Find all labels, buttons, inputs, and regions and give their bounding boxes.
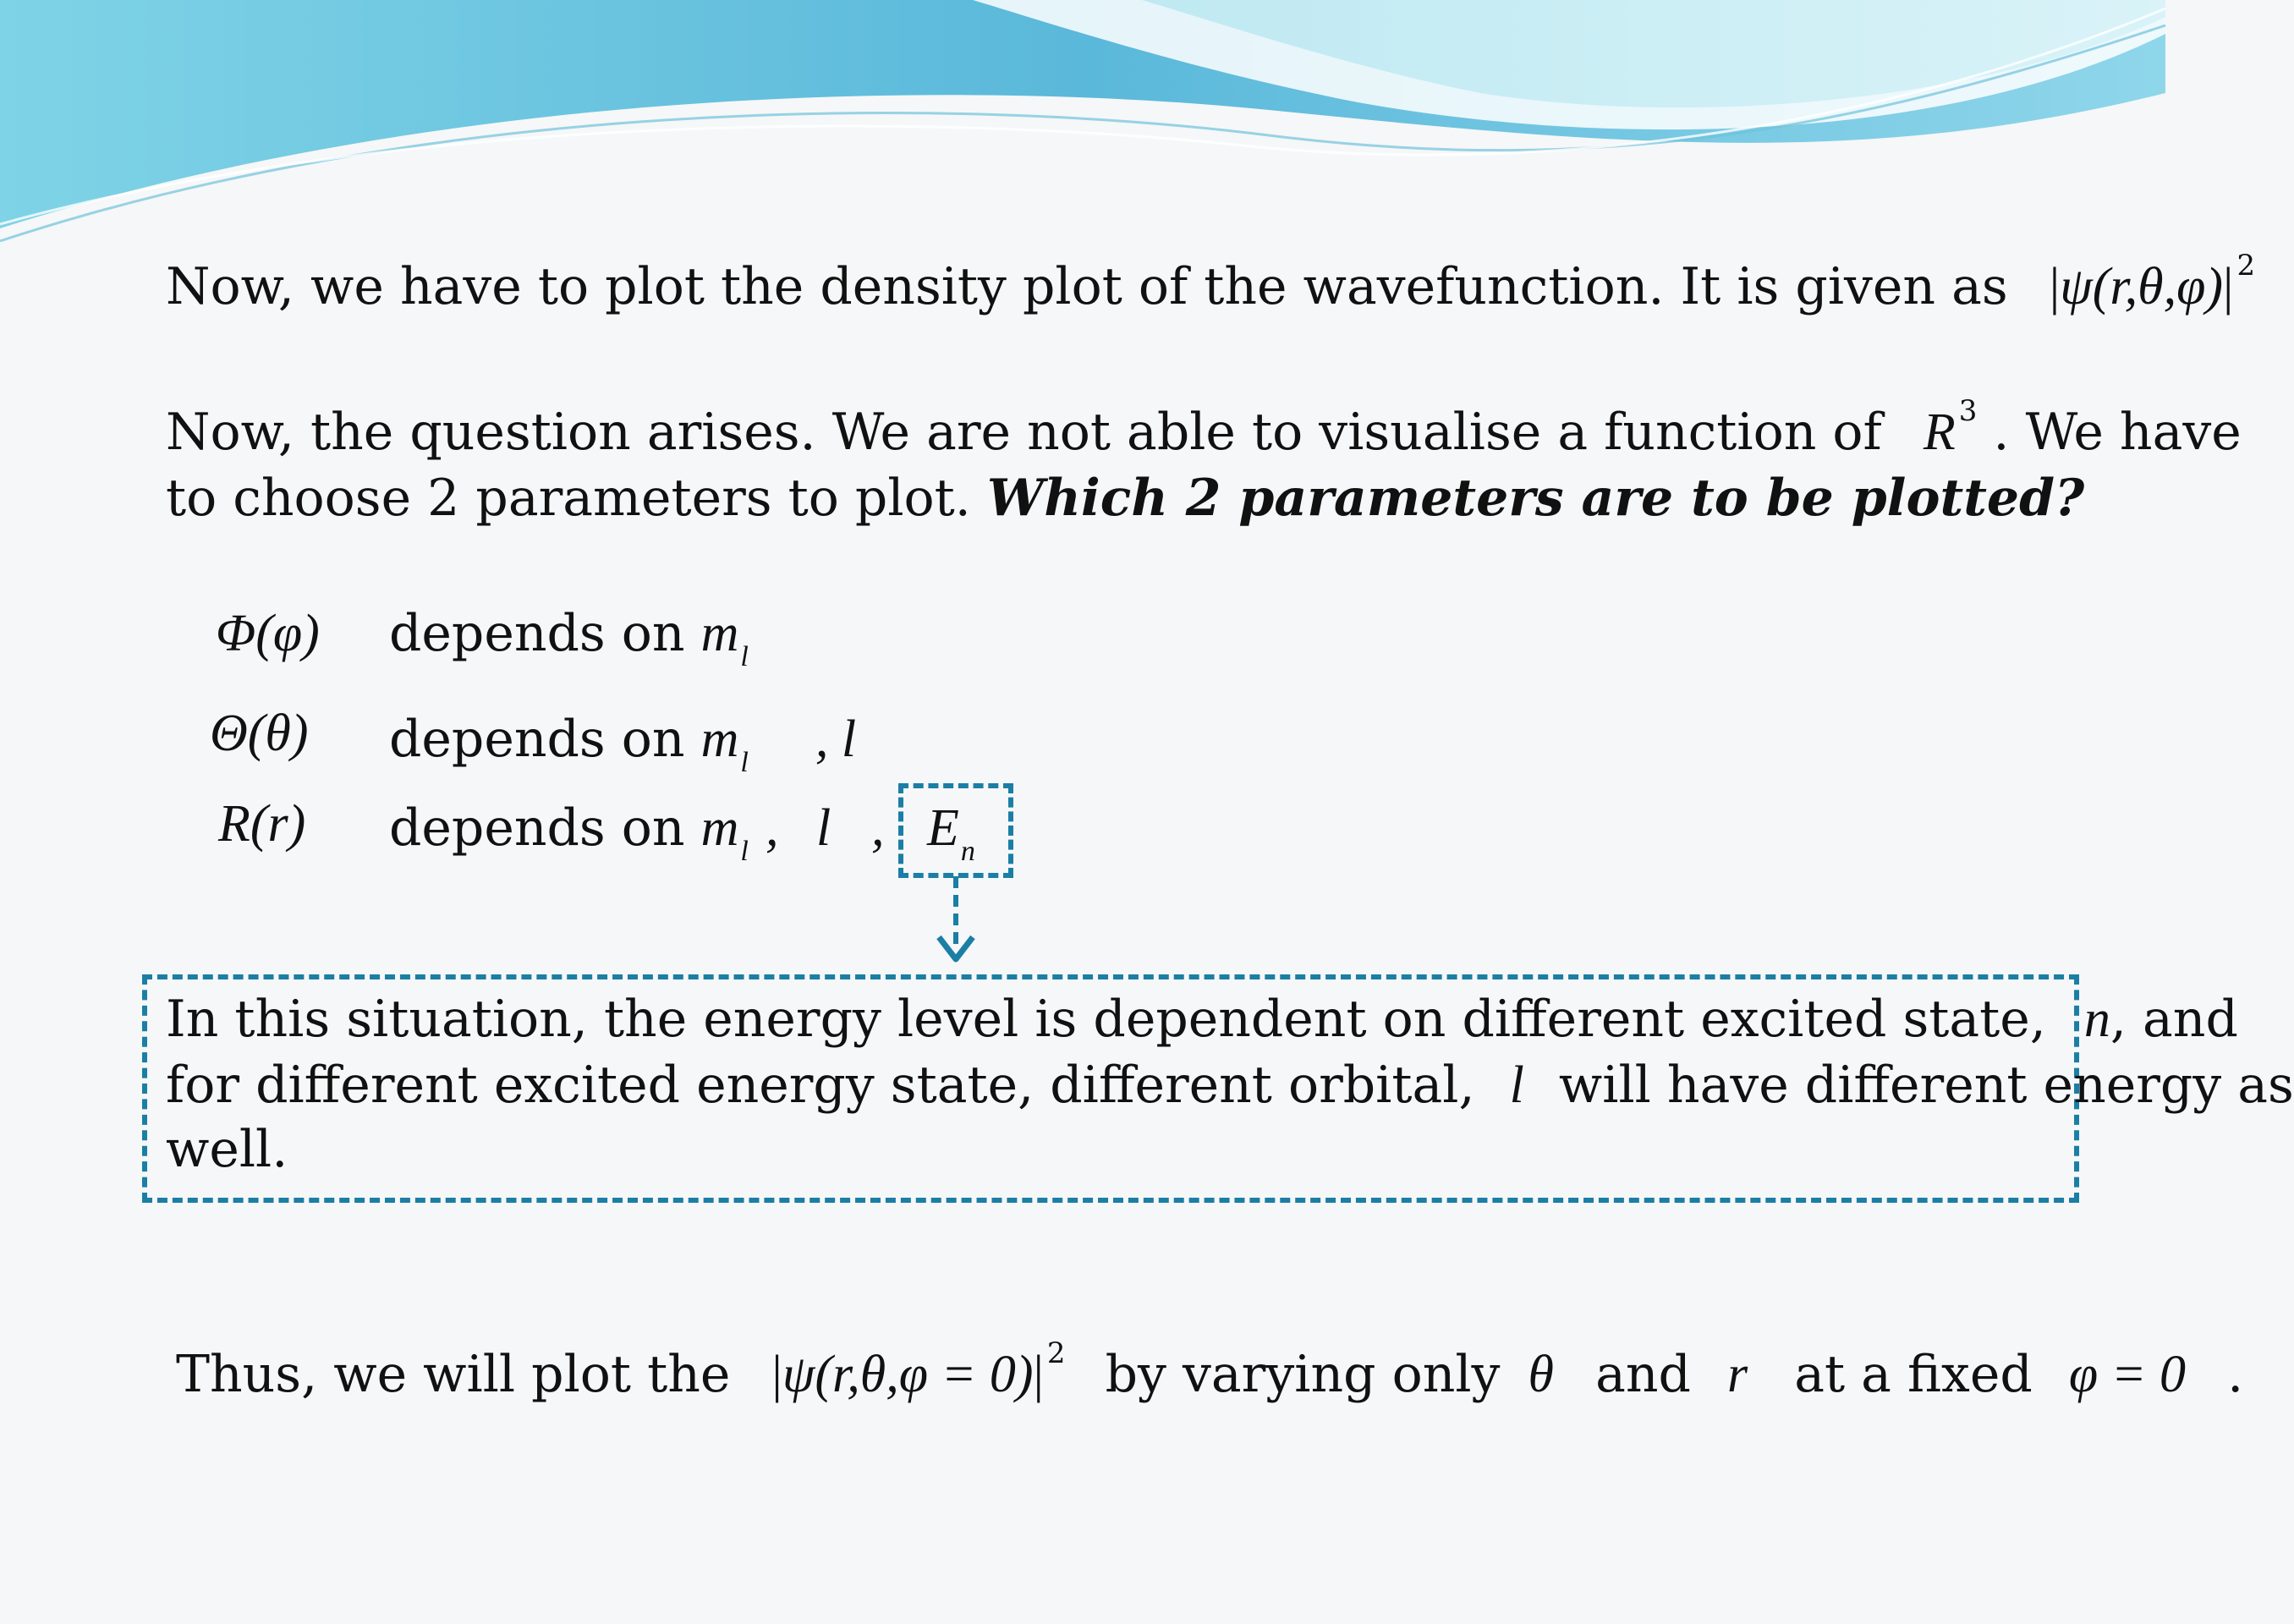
radial-comma-2: , <box>871 799 885 857</box>
dependency-label-radial: depends on $m_l$ <box>389 798 749 867</box>
question-line-2: to choose 2 parameters to plot. Which 2 parameters are to be plotted? <box>166 469 2085 528</box>
intro-text: Now, we have to plot the density plot of the wavefunction. It is given as <box>166 257 2008 316</box>
dependency-row-radial <box>218 791 305 857</box>
question-line-1: Now, the question arises. We are not able to visualise a function of R $^3$ . We have <box>166 394 2242 462</box>
header-wave-decoration <box>0 0 2165 254</box>
radial-comma-1: , <box>766 799 779 857</box>
radial-l-symbol: l <box>816 799 831 857</box>
intro-line <box>166 249 2256 327</box>
theta-function: Θ(θ) <box>210 705 309 762</box>
density-formula: |ψ(r,θ,φ = 0)| $^2$ <box>771 1336 1066 1403</box>
dependency-row-theta <box>210 700 309 766</box>
explanation-line-1: In this situation, the energy level is dependent on different excited state, n, and <box>166 990 2238 1049</box>
explanation-line-3: well. <box>166 1120 288 1179</box>
conclusion-line: Thus, we will plot the |ψ(r,θ,φ = 0)| $^2$ by varying only θ and r at a fixed φ = 0 . <box>176 1336 2244 1404</box>
r-cubed-symbol: R $^3$ <box>1923 394 1978 461</box>
connector-arrow <box>930 876 981 969</box>
dependency-row-phi <box>216 601 320 667</box>
key-question: Which 2 parameters are to be plotted? <box>986 469 2085 528</box>
explanation-line-2: for different excited energy state, different orbital, l will have different energy as <box>166 1056 2294 1115</box>
energy-symbol: $E_n$ <box>927 799 975 867</box>
dependency-label-theta: depends on $m_l$ , l <box>389 710 857 778</box>
phi-function: Φ(φ) <box>216 605 320 662</box>
radial-function: R(r) <box>218 795 306 853</box>
dependency-label-phi: depends on $m_l$ <box>389 604 749 672</box>
wavefunction-formula: |ψ(r,θ,φ)| $^2$ <box>2049 249 2256 315</box>
